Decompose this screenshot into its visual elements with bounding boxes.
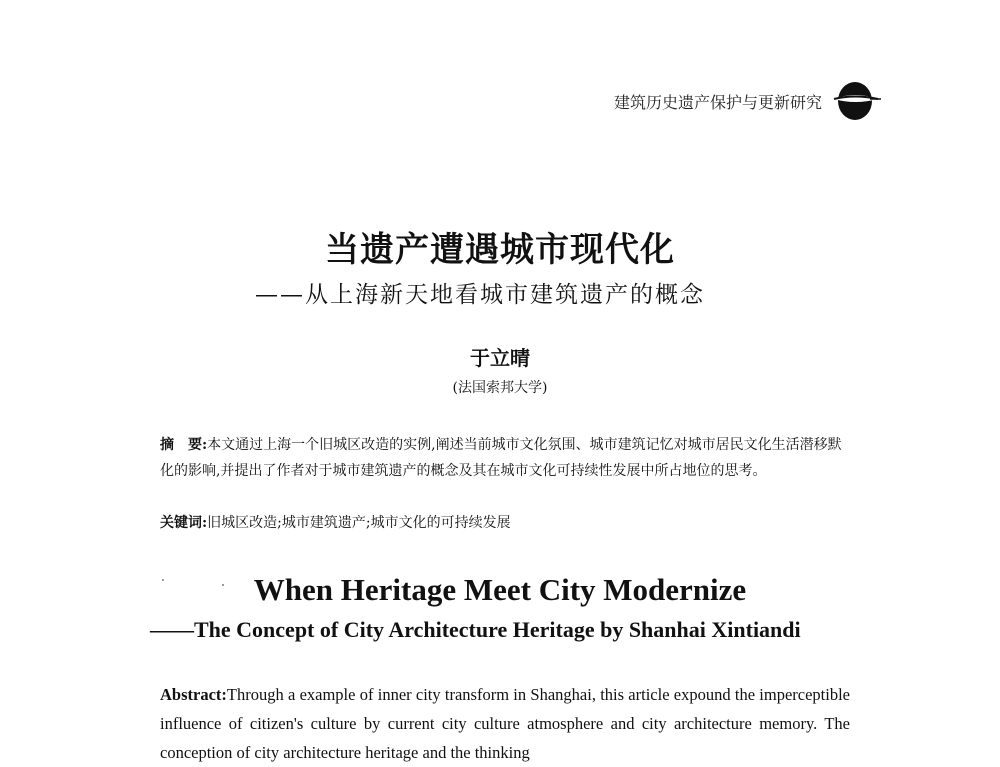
chinese-abstract-text: 本文通过上海一个旧城区改造的实例,阐述当前城市文化氛围、城市建筑记忆对城市居民文化生活潜移默化的影响,并提出了作者对于城市建筑遗产的概念及其在城市文化可持续性发展中所占地位的思考。 xyxy=(160,437,842,479)
chinese-subtitle: ——从上海新天地看城市建筑遗产的概念 xyxy=(255,282,705,308)
running-header xyxy=(614,74,882,128)
chinese-keywords xyxy=(160,510,850,536)
running-title: 建筑历史遗产保护与更新研究 xyxy=(613,92,822,112)
chinese-abstract-label: 摘 要: xyxy=(160,437,208,453)
chinese-keywords-label: 关键词: xyxy=(160,515,208,531)
english-title: When Heritage Meet City Modernize xyxy=(253,572,747,607)
english-abstract-text: Through a example of inner city transform in Shanghai, this article expound the imperceptible influence of citizen's culture by current city culture atmosphere and city architecture memory. The conception of city architecture heritage and the thinking xyxy=(160,685,850,762)
journal-logo-icon xyxy=(828,74,882,128)
english-abstract xyxy=(160,680,850,767)
chinese-abstract xyxy=(160,432,850,484)
english-abstract-label: Abstract: xyxy=(160,685,227,704)
author-name: 于立晴 xyxy=(470,346,530,370)
chinese-title: 当遗产遭遇城市现代化 xyxy=(325,230,675,270)
chinese-keywords-text: 旧城区改造;城市建筑遗产;城市文化的可持续发展 xyxy=(207,515,511,531)
author-affiliation: (法国索邦大学) xyxy=(452,380,548,396)
english-subtitle: ——The Concept of City Architecture Heritage by Shanhai Xintiandi xyxy=(150,617,801,642)
